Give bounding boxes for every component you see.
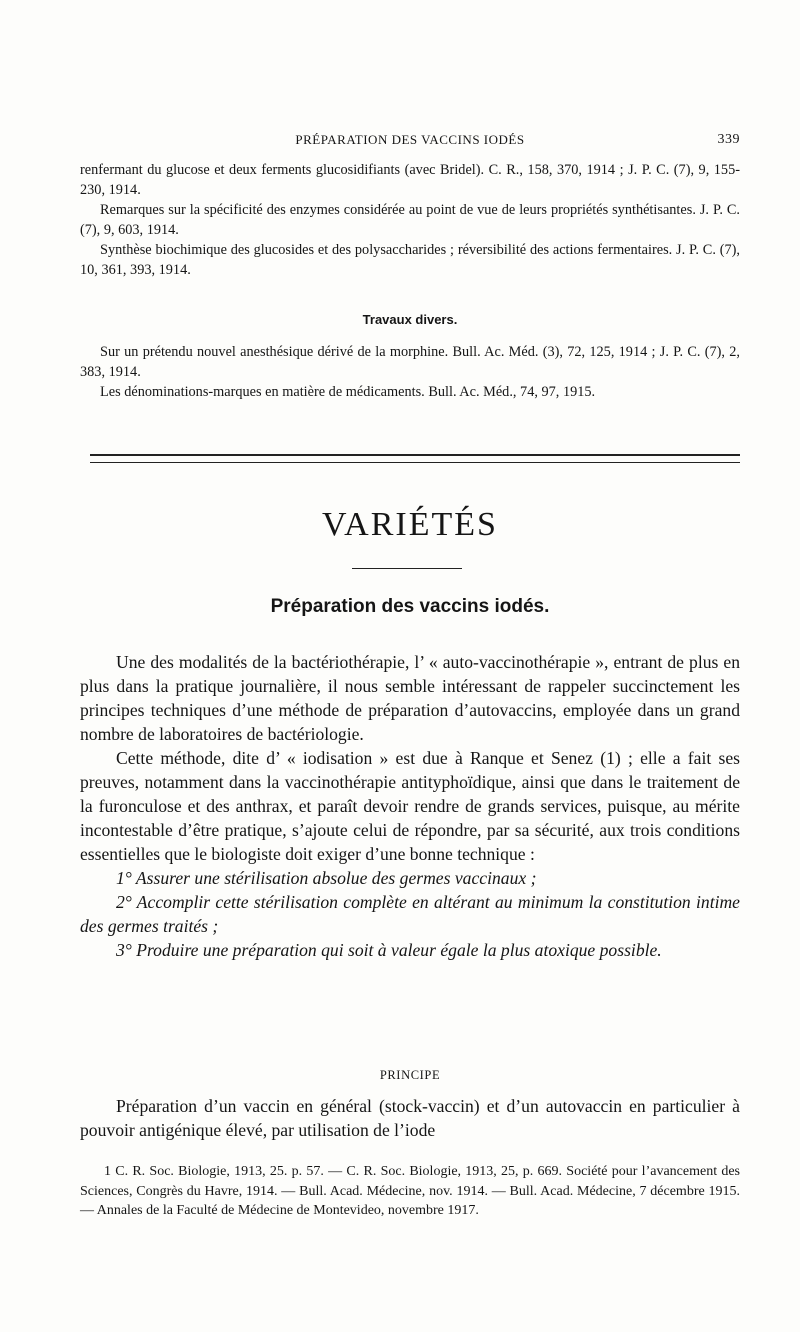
running-header xyxy=(80,130,740,154)
paragraph: Cette méthode, dite d’ « iodisation » est due à Ranque et Senez (1) ; elle a fait ses preuves, notamment dans la vaccinothérapie antityphoïdique, ainsi que dans le traitement de la furonculose et des anthrax, et paraît devoir rendre de grands services, puisque, au mérite incontestable d’être pratique, s’ajoute celui de répondre, par sa sécurité, aux trois conditions essentielles que le biologiste doit exiger d’une bonne technique : xyxy=(80,748,740,864)
footnote: 1 C. R. Soc. Biologie, 1913, 25. p. 57. — C. R. Soc. Biologie, 1913, 25, p. 669. Société pour l’avancement des Sciences, Congrès du Havre, 1914. — Bull. Acad. Médecine, nov. 1914. — Bull. Acad. Médecine, 7 décembre 1915. — Annales de la Faculté de Médecine de Montevideo, novembre 1917. xyxy=(80,1164,740,1218)
condition-item: 2° Accomplir cette stérilisation complète en altérant au minimum la constitution intime des germes traités ; xyxy=(80,892,740,936)
article-title: Préparation des vaccins iodés. xyxy=(270,596,550,617)
condition-item: 1° Assurer une stérilisation absolue des germes vaccinaux ; xyxy=(116,868,537,888)
travaux-divers-heading: Travaux divers. xyxy=(362,312,458,327)
section-divider xyxy=(90,454,740,463)
title-underline xyxy=(352,568,462,569)
principe-body xyxy=(80,1094,740,1142)
condition-item: 3° Produire une préparation qui soit à valeur égale la plus atoxique possible. xyxy=(116,940,662,960)
page-number: 339 xyxy=(717,132,740,147)
running-title: PRÉPARATION DES VACCINS IODÉS xyxy=(295,132,525,147)
paragraph: Une des modalités de la bactériothérapie, l’ « auto-vaccinothérapie », entrant de plus en plus dans la pratique journalière, il nous semble intéressant de rappeler succinctement les principes techniques d’une méthode de préparation d’autovaccins, employée dans un grand nombre de laboratoires de bactériologie. xyxy=(80,652,740,744)
paragraph: Préparation d’un vaccin en général (stock-vaccin) et d’un autovaccin en particulier à pouvoir antigénique élevé, par utilisation de l’iode xyxy=(80,1096,740,1140)
principe-heading: PRINCIPE xyxy=(379,1068,441,1082)
reference-entry: Les dénominations-marques en matière de médicaments. Bull. Ac. Méd., 74, 97, 1915. xyxy=(100,384,596,400)
section-title: VARIÉTÉS xyxy=(322,506,498,543)
article-body xyxy=(80,650,740,962)
references-travaux xyxy=(80,342,740,402)
references-top xyxy=(80,160,740,280)
reference-entry: Synthèse biochimique des glucosides et des polysaccharides ; réversibilité des actions fermentaires. J. P. C. (7), 10, 361, 393, 1914. xyxy=(80,242,740,278)
reference-entry: Remarques sur la spécificité des enzymes considérée au point de vue de leurs propriétés synthétisantes. J. P. C. (7), 9, 603, 1914. xyxy=(80,202,740,238)
footnotes xyxy=(80,1162,740,1221)
reference-entry: Sur un prétendu nouvel anesthésique dérivé de la morphine. Bull. Ac. Méd. (3), 72, 125, 1914 ; J. P. C. (7), 2, 383, 1914. xyxy=(80,344,740,380)
reference-entry: renfermant du glucose et deux ferments glucosidifiants (avec Bridel). C. R., 158, 370, 1914 ; J. P. C. (7), 9, 155-230, 1914. xyxy=(80,162,740,198)
